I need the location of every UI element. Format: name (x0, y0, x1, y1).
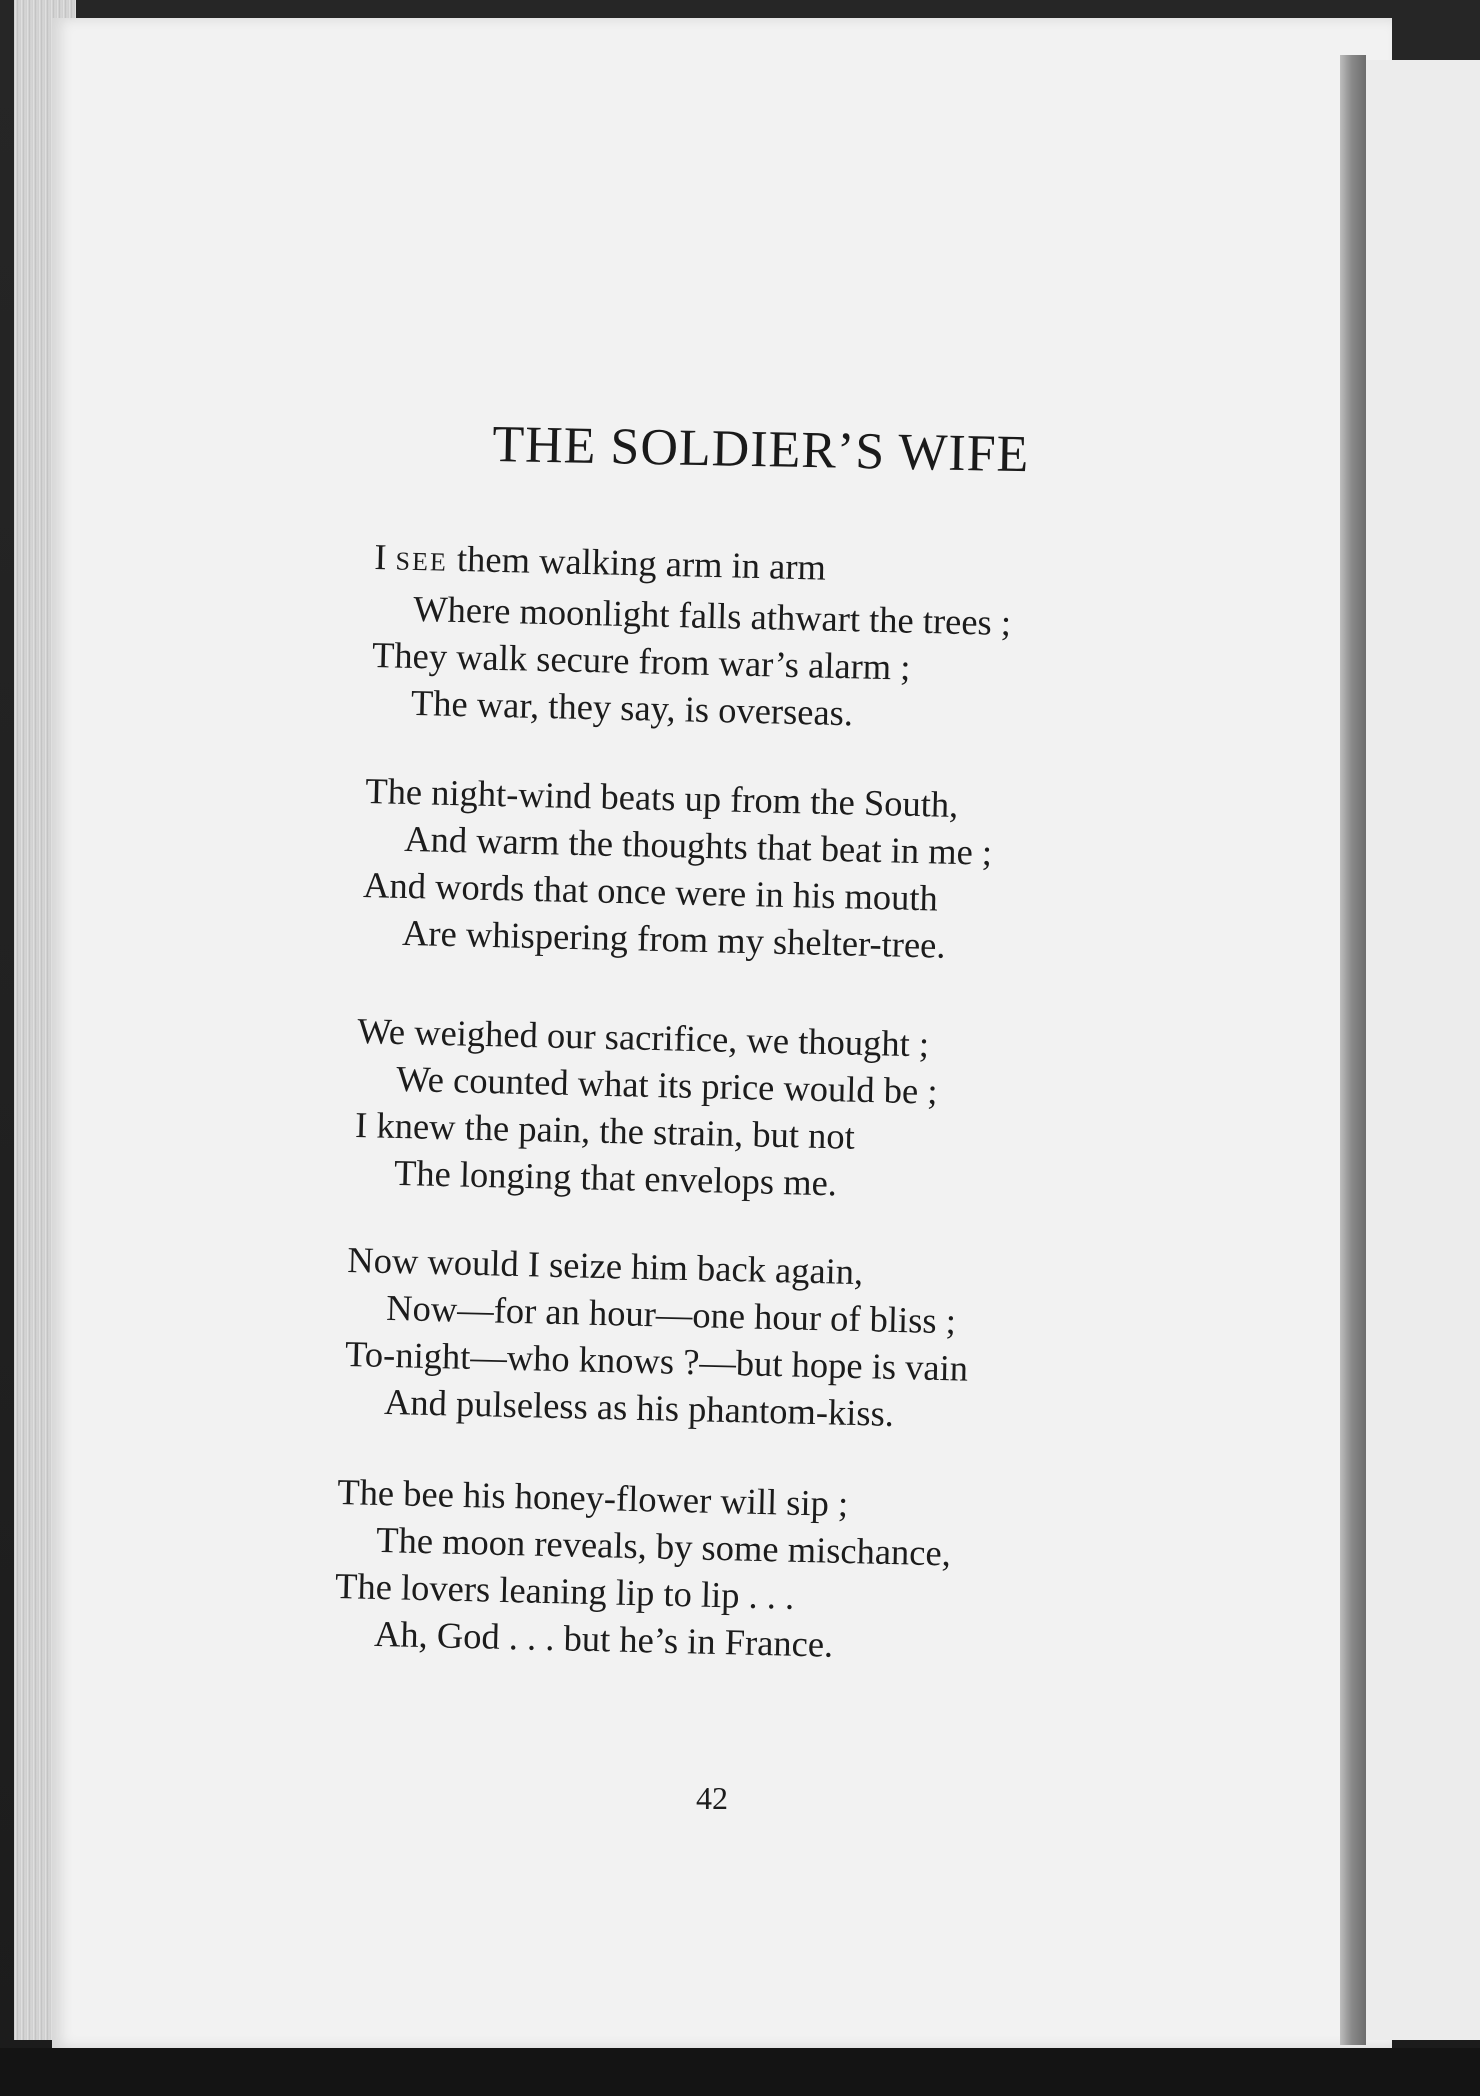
poem-line: Now would I seize him back again, (346, 1238, 864, 1293)
poem-line: I knew the pain, the strain, but not (354, 1103, 856, 1157)
stanza-5 (334, 1468, 953, 1670)
poem-line: The lovers leaning lip to lip . . . (334, 1564, 795, 1617)
poem-line: To-night—who knows ?—but hope is vain (344, 1332, 969, 1389)
poem-line: Are whispering from my shelter-tree. (401, 911, 946, 966)
poem-line: Ah, God . . . but he’s in France. (373, 1612, 834, 1665)
poem-line: The moon reveals, by some mischance, (375, 1518, 952, 1574)
poem-line: The night-wind beats up from the South, (364, 769, 959, 825)
scanner-bottom-band (0, 2048, 1480, 2096)
poem-line: And warm the thoughts that beat in me ; (403, 817, 993, 873)
stanza-4 (344, 1236, 971, 1439)
first-line-rest: them walking arm in arm (447, 537, 827, 588)
poem-line: Where moonlight falls athwart the trees ; (412, 587, 1012, 644)
poem-line: And pulseless as his phantom-kiss. (383, 1380, 895, 1434)
poem-line: The war, they say, is overseas. (410, 681, 854, 734)
poem-title: THE SOLDIER’S WIFE (491, 415, 1030, 484)
binding-gutter (1340, 55, 1366, 2045)
poem-line: We weighed our sacrifice, we thought ; (356, 1009, 930, 1065)
first-word: I (373, 535, 388, 578)
poem-line: Now—for an hour—one hour of bliss ; (385, 1286, 957, 1342)
stanza-1 (370, 533, 1012, 740)
stanza-2 (362, 767, 994, 970)
poem-line: They walk secure from war’s alarm ; (371, 633, 911, 688)
poem-line: We counted what its price would be ; (395, 1057, 939, 1112)
stanza-3 (354, 1007, 940, 1209)
poem-line: The bee his honey-flower will sip ; (336, 1470, 849, 1525)
page-number: 42 (696, 1780, 728, 1816)
poem-line: And words that once were in his mouth (362, 863, 939, 919)
facing-page-edge (1366, 60, 1480, 2040)
first-smallcaps-word: SEE (395, 546, 449, 577)
poem-line: The longing that envelops me. (393, 1151, 838, 1204)
